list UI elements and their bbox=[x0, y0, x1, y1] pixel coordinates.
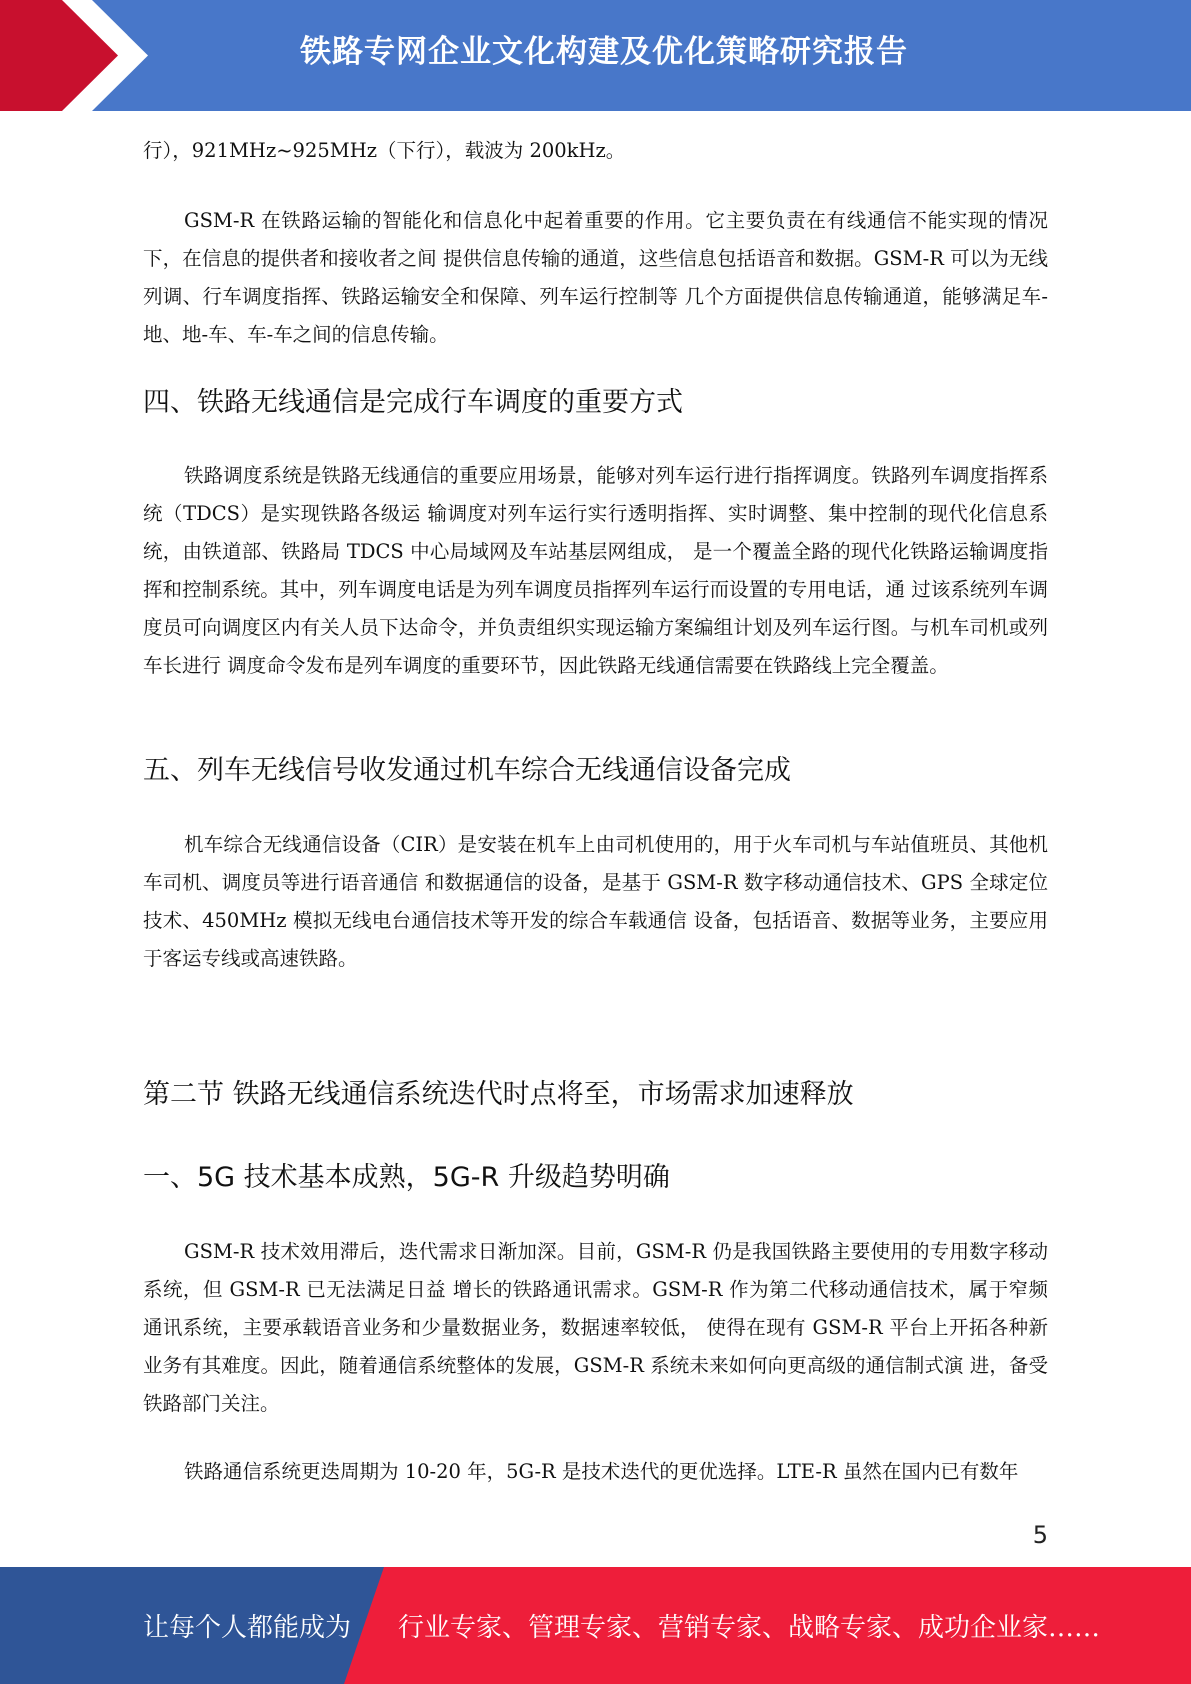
section-heading-5: 五、列车无线信号收发通过机车综合无线通信设备完成 bbox=[143, 755, 791, 786]
section-heading-4: 四、铁路无线通信是完成行车调度的重要方式 bbox=[143, 387, 683, 418]
section-heading-1: 一、5G 技术基本成熟，5G-R 升级趋势明确 bbox=[143, 1162, 670, 1193]
paragraph-cir: 机车综合无线通信设备（CIR）是安装在机车上由司机使用的，用于火车司机与车站值班员、其他机车司机、调度员等进行语音通信 和数据通信的设备，是基于 GSM-R 数字移动通信技术、GPS 全球定位技术、450MHz 模拟无线电台通信技术等开发的综合车载通信 设备，包括语音、数据等业务，主要应用于客运专线或高速铁路。 bbox=[143, 833, 1048, 970]
section-2-title: 第二节 铁路无线通信系统迭代时点将至，市场需求加速释放 bbox=[143, 1079, 854, 1110]
footer-slogan-right: 行业专家、管理专家、营销专家、战略专家、成功企业家…… bbox=[398, 1613, 1101, 1643]
paragraph-gsmr-block bbox=[143, 202, 1048, 354]
header-arrow-decoration bbox=[0, 0, 160, 111]
report-title: 铁路专网企业文化构建及优化策略研究报告 bbox=[300, 34, 908, 70]
heading-5-block bbox=[143, 753, 1048, 789]
section-2-title-block bbox=[143, 1077, 1048, 1113]
heading-1-block bbox=[143, 1160, 1048, 1196]
page-number: 5 bbox=[1032, 1521, 1048, 1549]
heading-4-block bbox=[143, 385, 1048, 421]
page-header bbox=[0, 0, 1191, 111]
paragraph-continuation-block bbox=[143, 132, 1048, 170]
page-footer bbox=[0, 1567, 1191, 1684]
paragraph-cir-block bbox=[143, 826, 1048, 978]
paragraph-cycle-block bbox=[143, 1453, 1048, 1491]
paragraph-continuation: 行），921MHz~925MHz（下行），载波为 200kHz。 bbox=[143, 139, 626, 162]
paragraph-dispatch-block bbox=[143, 457, 1048, 685]
footer-slogan-left: 让每个人都能成为 bbox=[143, 1613, 352, 1643]
paragraph-cycle: 铁路通信系统更迭周期为 10-20 年，5G-R 是技术迭代的更优选择。LTE-R 虽然在国内已有数年 bbox=[184, 1460, 1019, 1483]
paragraph-lag-block bbox=[143, 1233, 1048, 1423]
paragraph-gsmr: GSM-R 在铁路运输的智能化和信息化中起着重要的作用。它主要负责在有线通信不能实现的情况下，在信息的提供者和接收者之间 提供信息传输的通道，这些信息包括语音和数据。GSM-R 可以为无线列调、行车调度指挥、铁路运输安全和保障、列车运行控制等 几个方面提供信息传输通道，能够满足车-地、地-车、车-车之间的信息传输。 bbox=[143, 209, 1048, 346]
paragraph-lag: GSM-R 技术效用滞后，迭代需求日渐加深。目前，GSM-R 仍是我国铁路主要使用的专用数字移动系统，但 GSM-R 已无法满足日益 增长的铁路通讯需求。GSM-R 作为第二代移动通信技术，属于窄频通讯系统，主要承载语音业务和少量数据业务，数据速率较低， 使得在现有 GSM-R 平台上开拓各种新业务有其难度。因此，随着通信系统整体的发展，GSM-R 系统未来如何向更高级的通信制式演 进，备受铁路部门关注。 bbox=[143, 1240, 1048, 1415]
paragraph-dispatch: 铁路调度系统是铁路无线通信的重要应用场景，能够对列车运行进行指挥调度。铁路列车调度指挥系统（TDCS）是实现铁路各级运 输调度对列车运行实行透明指挥、实时调整、集中控制的现代化信息系统，由铁道部、铁路局 TDCS 中心局域网及车站基层网组成， 是一个覆盖全路的现代化铁路运输调度指挥和控制系统。其中，列车调度电话是为列车调度员指挥列车运行而设置的专用电话，通 过该系统列车调度员可向调度区内有关人员下达命令，并负责组织实现运输方案编组计划及列车运行图。与机车司机或列车长进行 调度命令发布是列车调度的重要环节，因此铁路无线通信需要在铁路线上完全覆盖。 bbox=[143, 464, 1048, 677]
